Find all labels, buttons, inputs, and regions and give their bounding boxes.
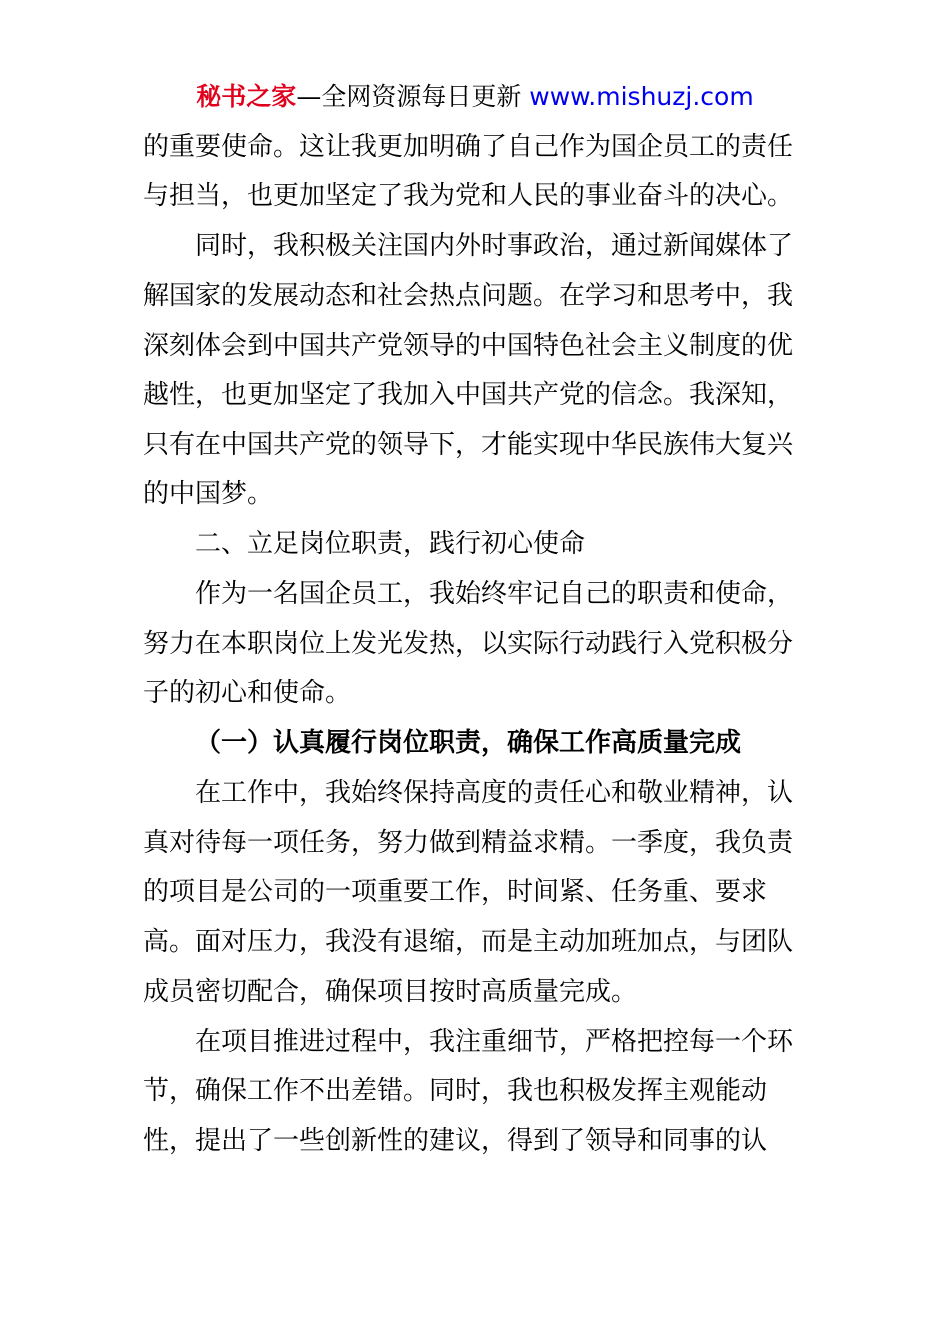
paragraph-start-line: 在项目推进过程中，我注重细节，严格把控每一个环	[195, 1027, 794, 1057]
header-tagline: —全网资源每日更新	[296, 82, 530, 111]
text-line: 真对待每一项任务，努力做到精益求精。一季度，我负责	[143, 828, 794, 858]
text-line: 解国家的发展动态和社会热点问题。在学习和思考中，我	[143, 281, 794, 311]
text-line: 的项目是公司的一项重要工作，时间紧、任务重、要求	[143, 877, 768, 907]
text-line: 越性，也更加坚定了我加入中国共产党的信念。我深知，	[143, 380, 794, 410]
paragraph-start-line: 在工作中，我始终保持高度的责任心和敬业精神，认	[195, 778, 794, 808]
paragraph-start-line: 同时，我积极关注国内外时事政治，通过新闻媒体了	[195, 231, 794, 261]
text-line: 性，提出了一些创新性的建议，得到了领导和同事的认	[143, 1126, 768, 1156]
page-header	[0, 80, 950, 114]
text-line: 节，确保工作不出差错。同时，我也积极发挥主观能动	[143, 1076, 768, 1106]
paragraph-start-line: 作为一名国企员工，我始终牢记自己的职责和使命，	[195, 579, 794, 609]
section-heading: 二、立足岗位职责，践行初心使命	[195, 529, 586, 559]
text-line: 努力在本职岗位上发光发热，以实际行动践行入党积极分	[143, 629, 794, 659]
subsection-heading: （一）认真履行岗位职责，确保工作高质量完成	[195, 728, 742, 758]
text-line: 的中国梦。	[143, 479, 274, 509]
text-line: 成员密切配合，确保项目按时高质量完成。	[143, 977, 638, 1007]
site-url-link[interactable]: www.mishuzj.com	[529, 82, 754, 111]
text-line: 只有在中国共产党的领导下，才能实现中华民族伟大复兴	[143, 430, 794, 460]
text-line: 高。面对压力，我没有退缩，而是主动加班加点，与团队	[143, 927, 794, 957]
brand-name: 秘书之家	[196, 82, 297, 111]
text-line: 的重要使命。这让我更加明确了自己作为国企员工的责任	[143, 132, 794, 162]
text-line: 与担当，也更加坚定了我为党和人民的事业奋斗的决心。	[143, 181, 794, 211]
text-line: 子的初心和使命。	[143, 678, 352, 708]
text-line: 深刻体会到中国共产党领导的中国特色社会主义制度的优	[143, 331, 794, 361]
